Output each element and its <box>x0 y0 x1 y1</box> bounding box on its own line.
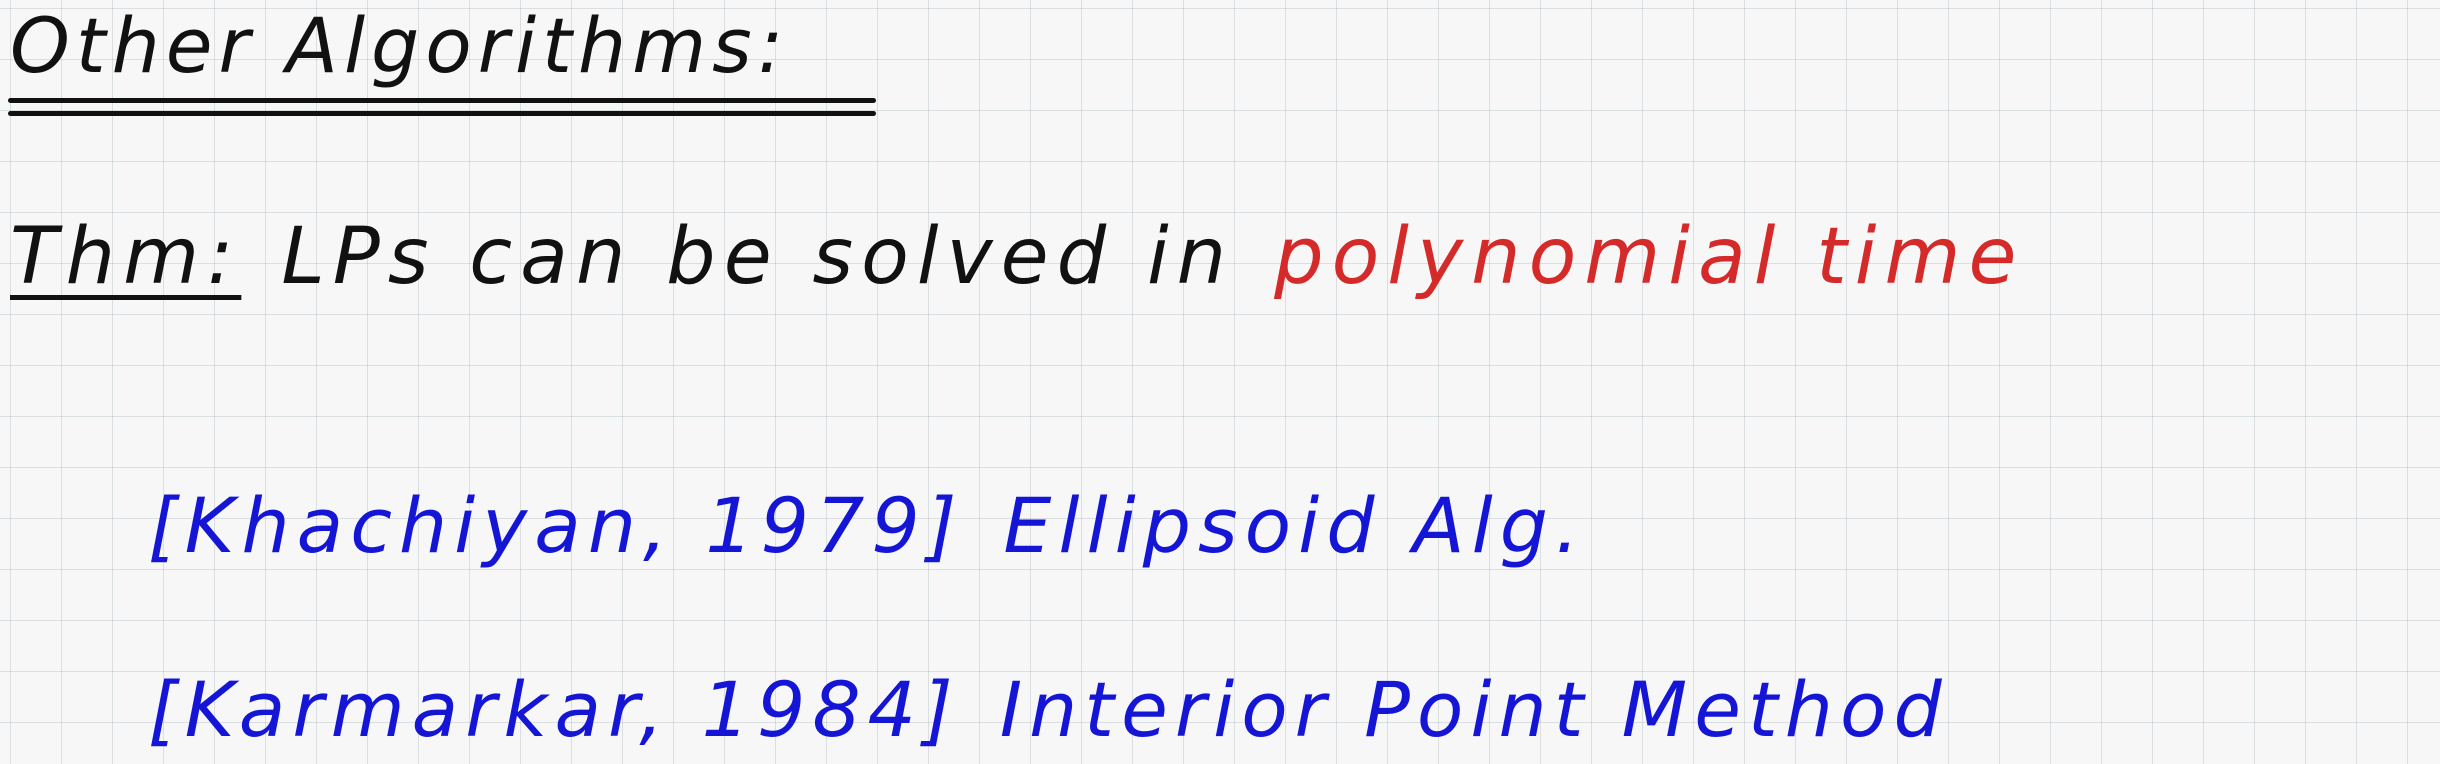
theorem <box>10 212 2025 302</box>
theorem-statement: LPs can be solved in <box>281 212 1235 302</box>
reference-khachiyan <box>148 481 1587 570</box>
reference-method: Interior Point Method <box>999 665 1949 754</box>
reference-method: Ellipsoid Alg. <box>1003 481 1587 570</box>
reference-citation: [Khachiyan, 1979] <box>148 481 964 570</box>
heading-text: Other Algorithms <box>10 1 758 90</box>
heading <box>10 1 790 90</box>
heading-underline-bottom <box>8 111 876 116</box>
heading-colon: : <box>757 1 790 90</box>
heading-underline-top <box>8 98 876 103</box>
reference-citation: [Karmarkar, 1984] <box>148 665 960 754</box>
theorem-emphasis: polynomial time <box>1274 212 2025 302</box>
reference-karmarkar <box>148 665 1949 754</box>
theorem-label: Thm: <box>10 212 242 302</box>
